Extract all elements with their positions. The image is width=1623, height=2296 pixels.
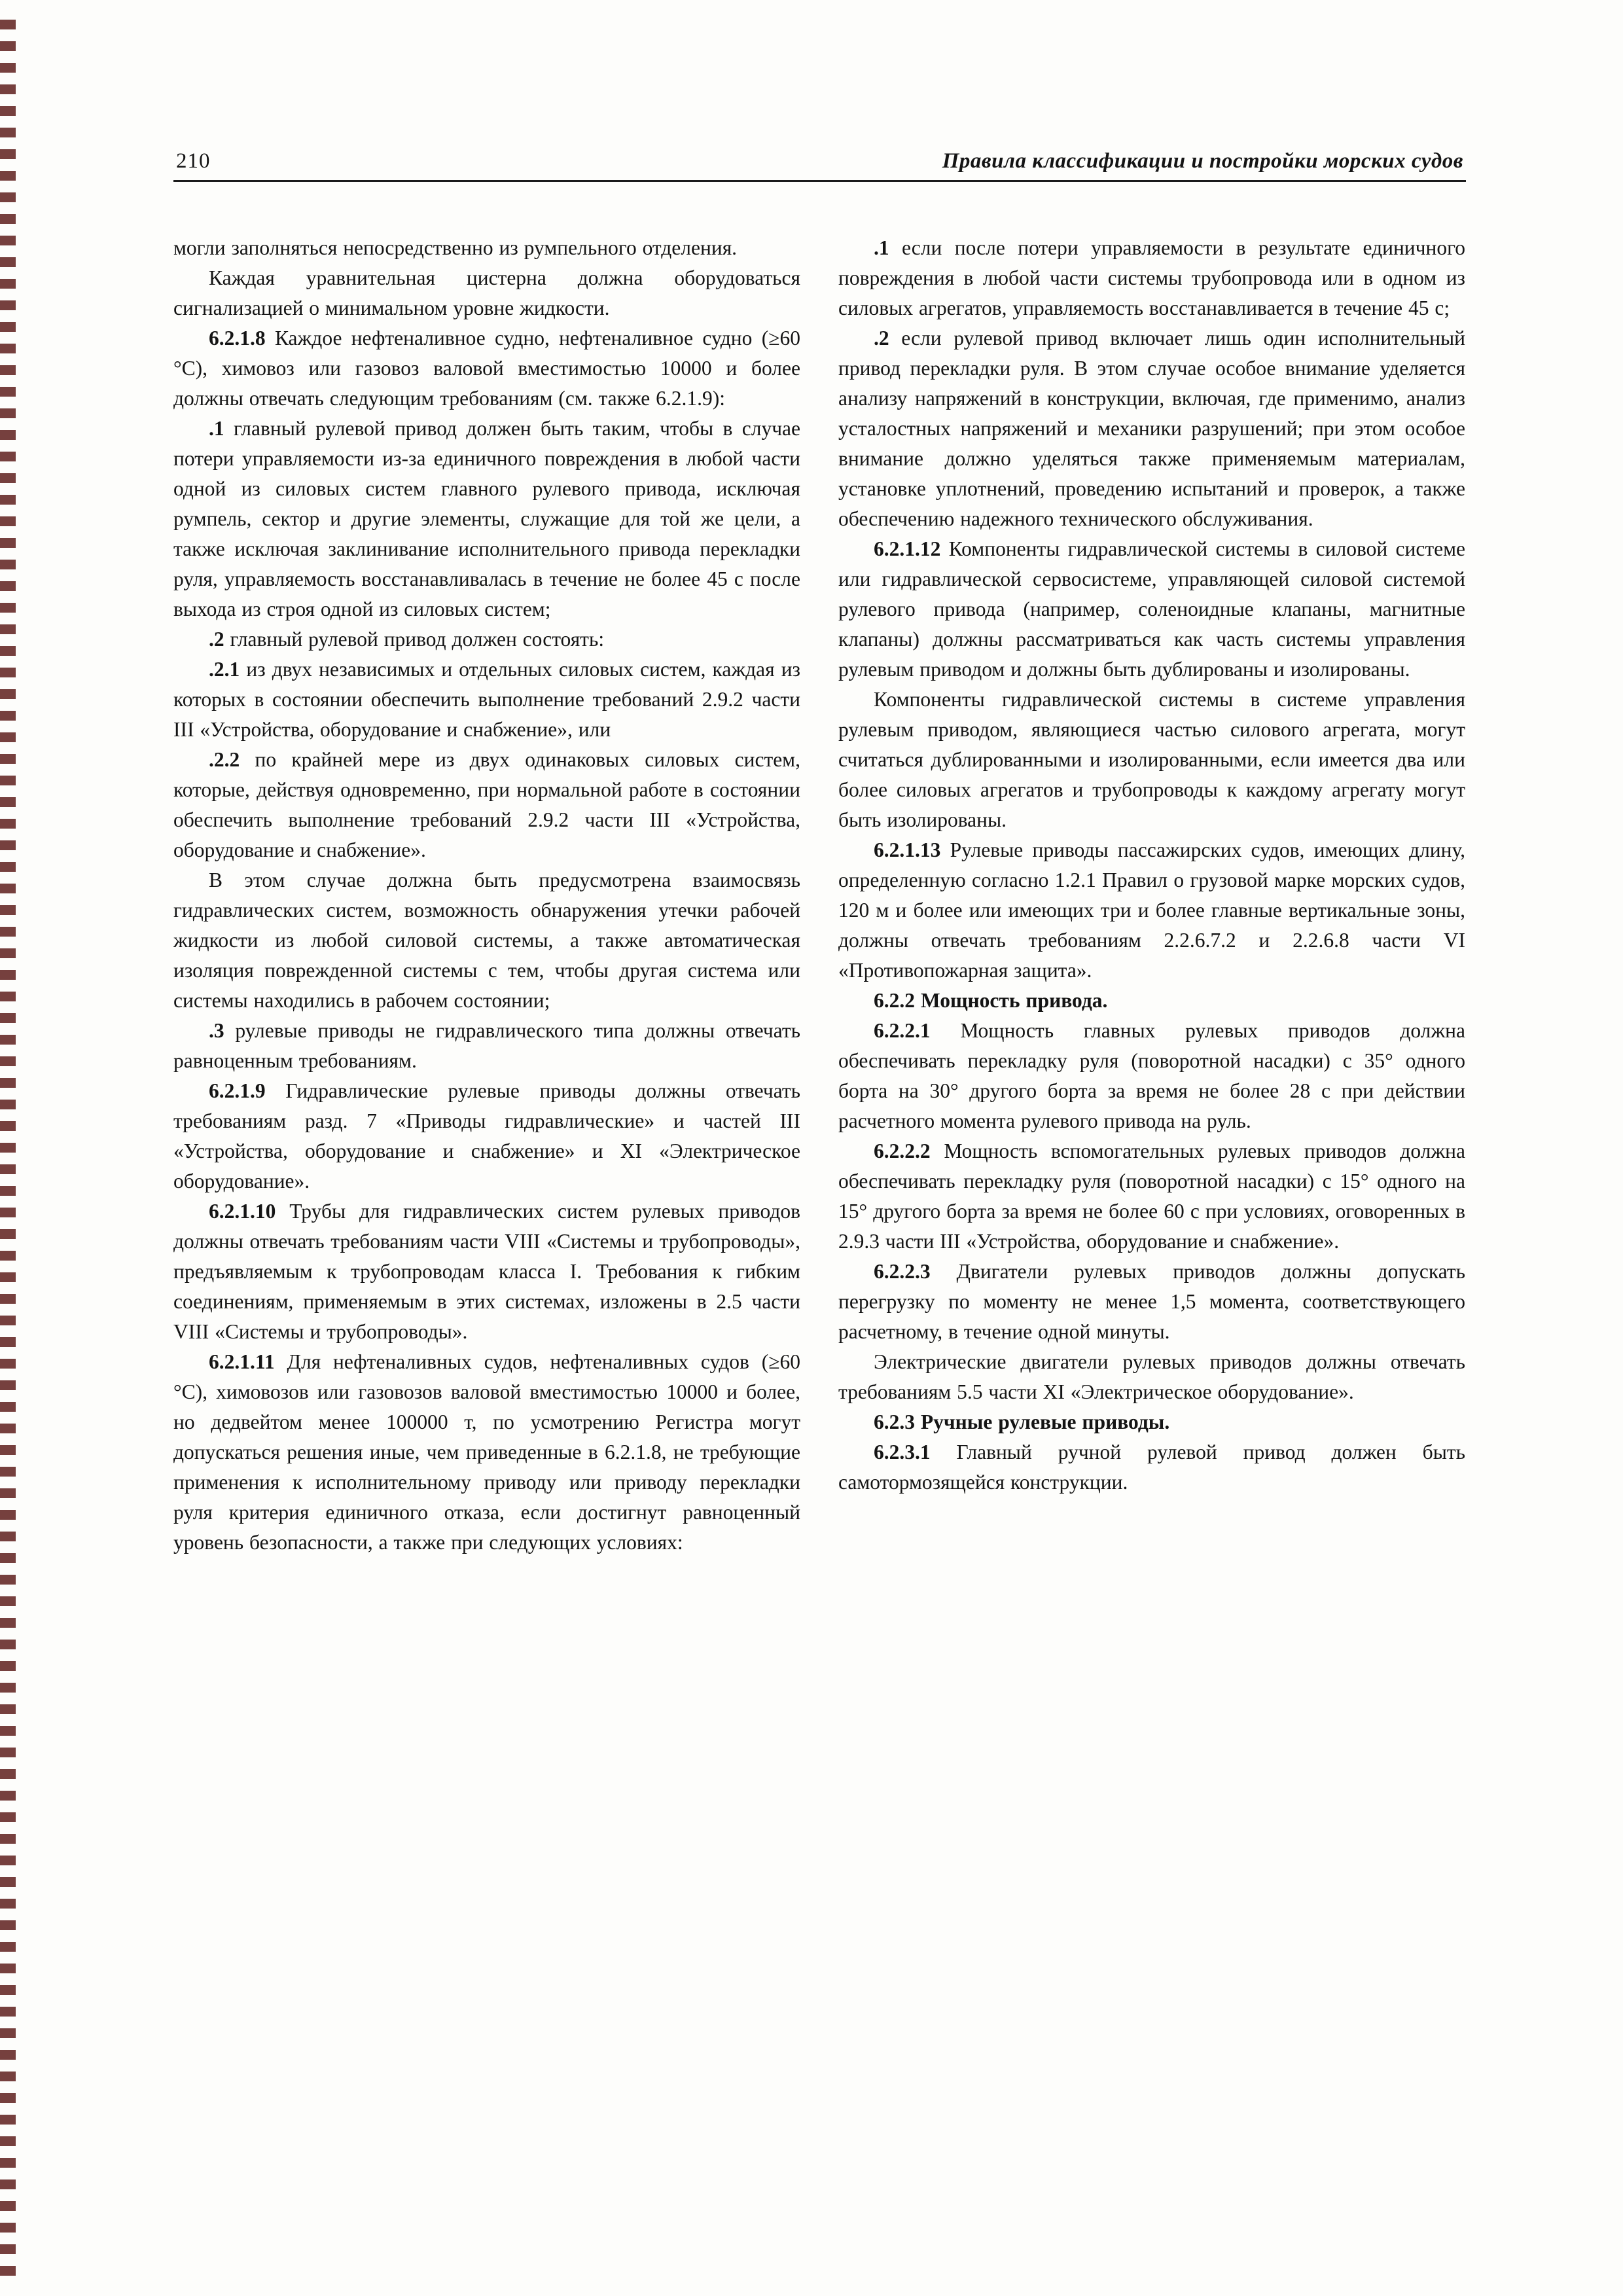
paragraph: Электрические двигатели рулевых приводов должны отвечать требованиям 5.5 части XI «Электрическое оборудование». [838,1350,1465,1403]
paragraph: 6.2.1.8 Каждое нефтеналивное судно, нефтеналивное судно (≥60 °С), химовоз или газовоз валовой вместимостью 10000 и более должны отвечать следующим требованиям (см. также 6.2.1.9): [173,327,800,410]
clause-number: .1 [874,236,902,259]
paragraph: 6.2.2.3 Двигатели рулевых приводов должны допускать перегрузку по моменту не менее 1,5 момента, соответствующего расчетному, в течение одной минуты. [838,1260,1465,1343]
clause-number: 6.2.2.2 [874,1139,944,1162]
paragraph: .3 рулевые приводы не гидравлического типа должны отвечать равноценным требованиям. [173,1019,800,1072]
clause-number: .2.1 [209,658,247,681]
paragraph: 6.2.1.13 Рулевые приводы пассажирских судов, имеющих длину, определенную согласно 1.2.1 Правил о грузовой марке морских судов, 120 м и более или имеющих три и более главные вертикальные зоны, должны отвечать требованиям 2.2.6.7.2 и 2.2.6.8 части VI «Противопожарная защита». [838,838,1465,982]
clause-number: .2 [209,628,230,651]
scan-edge-artifact [0,20,16,2283]
section-heading: 6.2.3 Ручные рулевые приводы. [874,1410,1170,1433]
clause-number: 6.2.1.10 [209,1200,290,1223]
paragraph: .2 если рулевой привод включает лишь один исполнительный привод перекладки руля. В этом случае особое внимание уделяется анализу напряжений в конструкции, включая, где применимо, анализ усталостных напряжений и механики разрушений; при этом особое внимание должно уделяться также применяемым материалам, установке уплотнений, проведению испытаний и проверок, а также обеспечению надежного технического обслуживания. [838,327,1466,530]
paragraph: .2.2 по крайней мере из двух одинаковых силовых систем, которые, действуя одновременно, при нормальной работе в состоянии обеспечить выполнение требований 2.9.2 части III «Устройства, оборудование и снабжение». [173,748,800,861]
header-rule [173,180,1466,182]
clause-number: 6.2.1.8 [209,327,275,350]
clause-number: .2.2 [209,748,255,771]
paragraph: 6.2.1.9 Гидравлические рулевые приводы должны отвечать требованиям разд. 7 «Приводы гидравлические» и частей III «Устройства, оборудование и снабжение» и XI «Электрическое оборудование». [173,1079,800,1193]
paragraph: 6.2.3.1 Главный ручной рулевой привод должен быть самотормозящейся конструкции. [838,1441,1465,1494]
clause-number: 6.2.3.1 [874,1441,957,1463]
paragraph: могли заполняться непосредственно из румпельного отделения. [173,236,738,259]
page-header [173,149,1466,180]
paragraph: .2.1 из двух независимых и отдельных силовых систем, каждая из которых в состоянии обеспечить выполнение требований 2.9.2 части III «Устройства, оборудование и снабжение», или [173,658,801,741]
paragraph: 6.2.2.2 Мощность вспомогательных рулевых приводов должна обеспечивать перекладку руля (поворотной насадки) с 15° одного на 15° другого борта за время не более 60 с при условиях, оговоренных в 2.9.3 части III «Устройства, оборудование и снабжение». [838,1139,1466,1253]
paragraph: 6.2.1.11 Для нефтеналивных судов, нефтеналивных судов (≥60 °С), химовозов или газовозов валовой вместимостью 10000 и более, но дедвейтом менее 100000 т, по усмотрению Регистра могут допускаться решения иные, чем приведенные в 6.2.1.8, не требующие применения к исполнительному приводу или приводу перекладки руля критерия единичного отказа, если достигнут равноценный уровень безопасности, а также при следующих условиях: [173,1350,801,1554]
left-column [173,233,800,1558]
paragraph: Компоненты гидравлической системы в системе управления рулевым приводом, являющиеся частью силового агрегата, могут считаться дублированными и изолированными, если имеется два или более силовых агрегатов и трубопроводы к каждому агрегату могут быть изолированы. [838,688,1465,831]
clause-number: .3 [209,1019,236,1042]
clause-number: .2 [874,327,902,350]
page-content [173,149,1466,1558]
page-number: 210 [176,149,211,173]
paragraph: 6.2.1.10 Трубы для гидравлических систем рулевых приводов должны отвечать требованиям части VIII «Системы и трубопроводы», предъявляемым к трубопроводам класса I. Требования к гибким соединениям, применяемым в этих системах, изложены в 2.5 части VIII «Системы и трубопроводы». [173,1200,801,1343]
right-column [838,233,1465,1558]
clause-number: 6.2.2.3 [874,1260,957,1283]
clause-number: 6.2.3 [874,1410,921,1433]
clause-number: 6.2.1.11 [209,1350,287,1373]
paragraph: 6.2.1.12 Компоненты гидравлической системы в силовой системе или гидравлической сервосистеме, управляющей силовой системой рулевого привода (например, соленоидные клапаны, магнитные клапаны) должны рассматриваться как часть системы управления рулевым приводом и должны быть дублированы и изолированы. [838,537,1466,681]
clause-number: .1 [209,417,234,440]
paragraph: .1 главный рулевой привод должен быть таким, чтобы в случае потери управляемости из-за единичного повреждения в любой части одной из силовых систем главного рулевого привода, исключая румпель, сектор и другие элементы, служащие для той же цели, а также исключая заклинивание исполнительного привода перекладки руля, управляемость восстанавливалась в течение не более 45 с после выхода из строя одной из силовых систем; [173,417,801,620]
clause-number: 6.2.1.12 [874,537,949,560]
paragraph: .1 если после потери управляемости в результате единичного повреждения в любой части системы трубопровода или в одном из силовых агрегатов, управляемость восстанавливается в течение 45 с; [838,236,1466,319]
text-columns [173,233,1466,1558]
clause-number: 6.2.1.9 [209,1079,286,1102]
paragraph: 6.2.2.1 Мощность главных рулевых приводов должна обеспечивать перекладку руля (поворотной насадки) с 35° одного борта на 30° другого борта за время не более 28 с при действии расчетного момента рулевого привода на руль. [838,1019,1466,1132]
paragraph: .2 главный рулевой привод должен состоять: [209,628,605,651]
clause-number: 6.2.1.13 [874,838,950,861]
running-title: Правила классификации и постройки морских судов [942,149,1463,173]
section-heading: 6.2.2 Мощность привода. [874,989,1108,1012]
clause-number: 6.2.2 [874,989,921,1012]
clause-number: 6.2.2.1 [874,1019,961,1042]
paragraph: В этом случае должна быть предусмотрена взаимосвязь гидравлических систем, возможность обнаружения утечки рабочей жидкости из любой силовой системы, а также автоматическая изоляция поврежденной системы с тем, чтобы другая система или системы находились в рабочем состоянии; [173,869,800,1012]
paragraph: Каждая уравнительная цистерна должна оборудоваться сигнализацией о минимальном уровне жидкости. [173,266,800,319]
